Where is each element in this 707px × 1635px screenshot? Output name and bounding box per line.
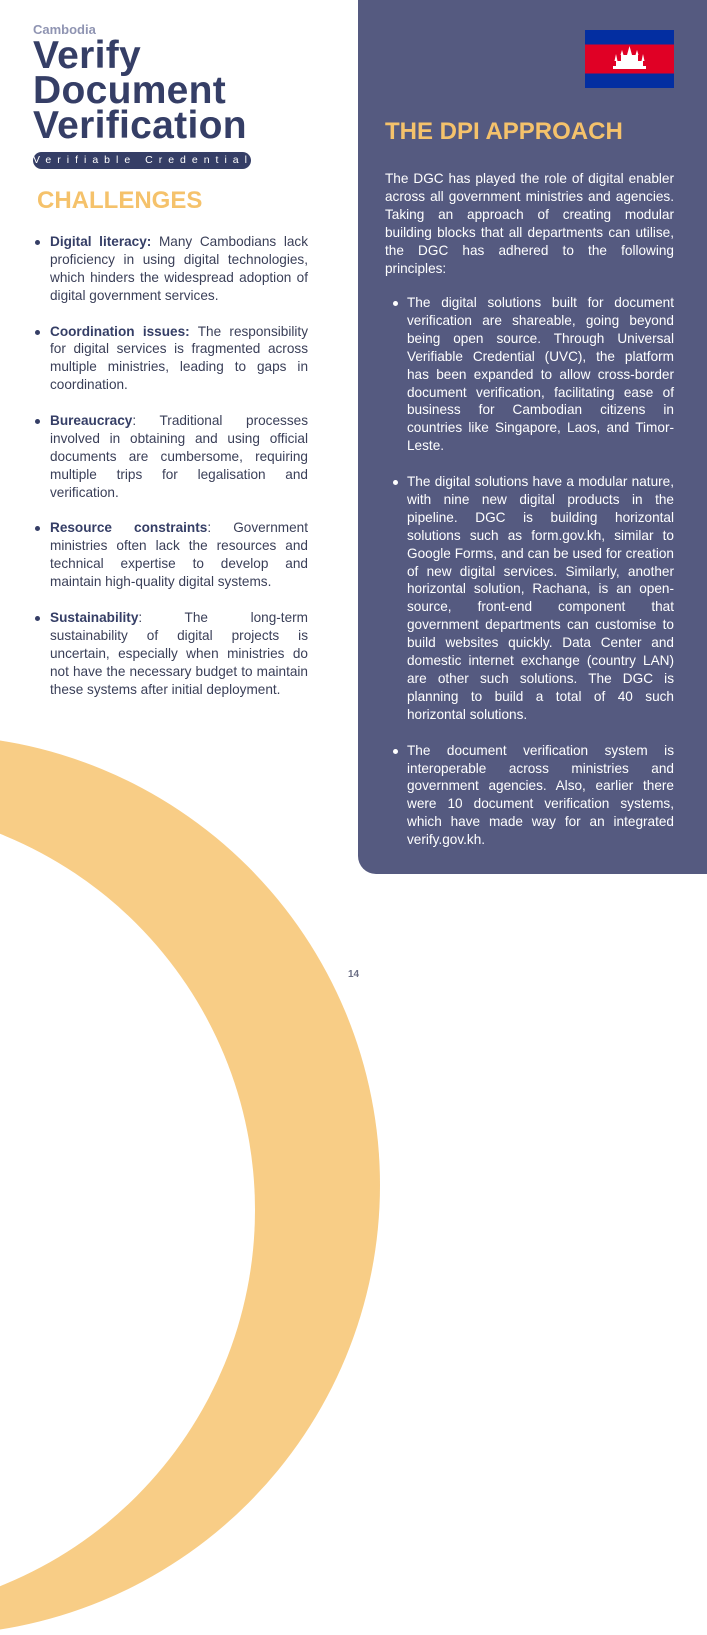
title-line: Document	[33, 69, 227, 112]
challenges-heading: CHALLENGES	[37, 187, 203, 214]
principle-item: The document verification system is interoperable across ministries and government agencies. Also, earlier there were 10 document verification systems, which have made way for an integrated verify.gov.kh.	[385, 742, 674, 849]
country-label: Cambodia	[33, 22, 96, 37]
principles-list	[385, 294, 674, 867]
principle-item: The digital solutions built for document verification are shareable, going beyond being open source. Through Universal Verifiable Credential (UVC), the platform has been expanded to allow cross-border document verification, facilitating ease of business for Cambodian citizens in countries like Singapore, Laos, and Timor-Leste.	[385, 294, 674, 455]
challenge-item	[33, 519, 308, 591]
challenge-term: Resource constraints	[50, 520, 208, 536]
challenge-item	[33, 233, 308, 305]
challenge-text: : Traditional processes involved in obtaining and using official documents are cumbersome, requiring multiple trips for legalisation and verification.	[50, 413, 308, 500]
challenge-text: The responsibility for digital services is fragmented across multiple ministries, leading to gaps in coordination.	[50, 323, 309, 393]
challenge-item	[33, 323, 308, 395]
challenge-term: Sustainability	[50, 609, 139, 625]
page-number: 14	[347, 969, 360, 980]
challenge-term: Digital literacy:	[50, 234, 152, 249]
left-column	[33, 22, 308, 716]
challenges-list	[33, 233, 308, 699]
cambodia-flag-icon	[585, 30, 674, 88]
page-title	[33, 34, 308, 147]
principle-item: The digital solutions have a modular nature, with nine new digital products in the pipeline. DGC is building horizontal solutions such as form.gov.kh, similar to Google Forms, and can be used for creation of new digital services. Similarly, another horizontal solution, Rachana, is an open-source, front-end component that government departments can customise to build websites quickly. Data Center and domestic internet exchange (country LAN) are other such solutions. The DGC is planning to build a total of 40 such horizontal solutions.	[385, 473, 674, 724]
title-line: Verification	[33, 104, 247, 147]
challenge-item	[33, 412, 308, 502]
dpi-heading: THE DPI APPROACH	[385, 118, 623, 145]
dpi-intro: The DGC has played the role of digital enabler across all government ministries and agencies. Taking an approach of creating modular building blocks that all departments can utilise, the DGC has adhered to the following principles:	[385, 171, 674, 276]
challenge-item	[33, 609, 308, 699]
title-line: Verify	[33, 34, 142, 77]
category-pill: Verifiable Credentials	[33, 152, 251, 169]
challenge-text: Many Cambodians lack proficiency in using digital technologies, which hinders the widespread adoption of digital government services.	[50, 234, 308, 303]
challenge-text: : The long-term sustainability of digital projects is uncertain, especially when ministries do not have the necessary budget to maintain these systems after initial deployment.	[50, 609, 308, 697]
challenge-term: Coordination issues:	[50, 323, 190, 339]
challenge-text: : Government ministries often lack the resources and technical expertise to develop and maintain high-quality digital systems.	[50, 520, 308, 590]
dpi-panel	[358, 0, 707, 874]
challenge-term: Bureaucracy	[50, 413, 133, 429]
